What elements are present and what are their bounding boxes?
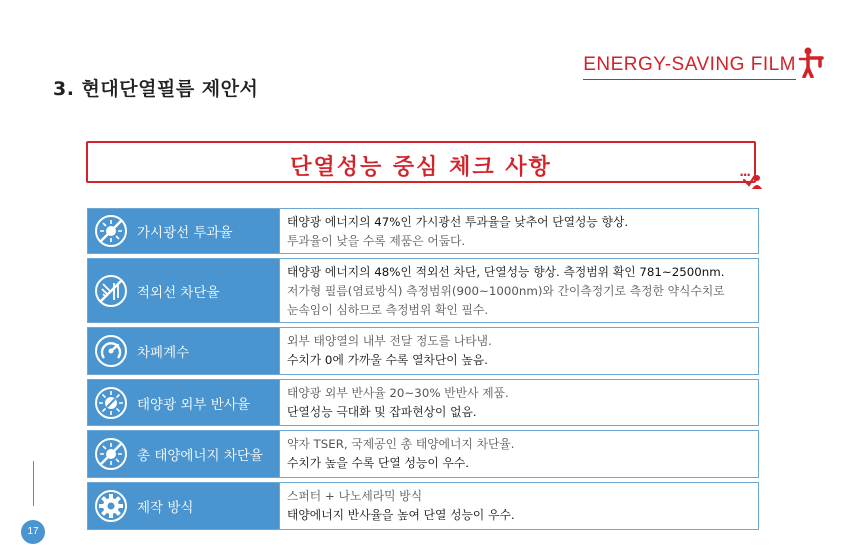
- row-description: [279, 259, 758, 322]
- row-description: [279, 328, 758, 374]
- row-line: 수치가 높을 수록 단열 성능이 우수.: [287, 456, 470, 470]
- row-line: 단열성능 극대화 및 잡파현상이 없음.: [287, 405, 477, 419]
- page-title: 3. 현대단열필름 제안서: [53, 78, 259, 100]
- row-line: 투과율이 낮을 수록 제품은 어둡다.: [287, 234, 466, 248]
- row-label: 적외선 차단율: [137, 284, 220, 301]
- row-line: 태양광 에너지의 48%인 적외선 차단, 단열성능 향상. 측정범위 확인 781~2500nm.: [287, 265, 725, 279]
- row-category: [88, 483, 279, 529]
- row-label: 총 태양에너지 차단율: [137, 448, 263, 464]
- table-row: [87, 258, 759, 323]
- table-row: [87, 327, 759, 375]
- row-label: 가시광선 투과율: [137, 225, 233, 241]
- row-line: 저가형 필름(염료방식) 측정범위(900~1000nm)와 간이측정기로 측정한 약식수치로: [287, 284, 725, 298]
- row-line: 외부 태양열의 내부 전달 정도를 나타냄.: [287, 334, 492, 348]
- sun-reflect-icon: [94, 386, 128, 420]
- brand-text: ENERGY-SAVING FILM: [583, 55, 796, 80]
- row-category: [88, 259, 279, 322]
- row-label: 태양광 외부 반사율: [137, 396, 250, 413]
- section-heading: [86, 141, 756, 183]
- gear-icon: [94, 489, 128, 523]
- row-description: [279, 431, 758, 477]
- table-row: [87, 208, 759, 254]
- row-category: [88, 431, 279, 477]
- row-description: [279, 380, 758, 425]
- row-label: 차폐계수: [137, 345, 190, 361]
- row-line: 스퍼터 + 나노세라믹 방식: [287, 489, 423, 503]
- magnifier-person-icon: [742, 170, 764, 192]
- row-category: [88, 209, 279, 253]
- row-line: 약자 TSER, 국제공인 총 태양에너지 차단율.: [287, 437, 515, 451]
- table-row: [87, 482, 759, 530]
- table-row: [87, 430, 759, 478]
- person-figure-icon: [798, 46, 824, 78]
- infrared-block-icon: [94, 274, 128, 308]
- page-divider: [33, 461, 34, 506]
- row-category: [88, 380, 279, 425]
- row-label: 제작 방식: [137, 500, 194, 516]
- row-line: 태양광 외부 반사율 20~30% 반반사 제품.: [287, 386, 509, 400]
- page-number: 17: [21, 520, 45, 544]
- row-description: [279, 483, 758, 529]
- table-row: [87, 379, 759, 426]
- solar-energy-block-icon: [94, 437, 128, 471]
- check-table: [87, 208, 759, 534]
- row-description: [279, 209, 758, 253]
- row-line: 눈속임이 심하므로 측정범위 확인 필수.: [287, 303, 489, 317]
- row-line: 태양에너지 반사율을 높여 단열 성능이 우수.: [287, 508, 515, 522]
- row-line: 수치가 0에 가까울 수록 열차단이 높음.: [287, 353, 488, 367]
- row-line: 태양광 에너지의 47%인 가시광선 투과율을 낮추어 단열성능 향상.: [287, 215, 629, 229]
- row-category: [88, 328, 279, 374]
- section-heading-text: 단열성능 중심 체크 사항: [290, 154, 552, 180]
- brand-logo: [583, 46, 824, 80]
- more-dots: ...: [739, 165, 750, 179]
- sun-slash-icon: [94, 214, 128, 248]
- shading-coefficient-icon: [94, 334, 128, 368]
